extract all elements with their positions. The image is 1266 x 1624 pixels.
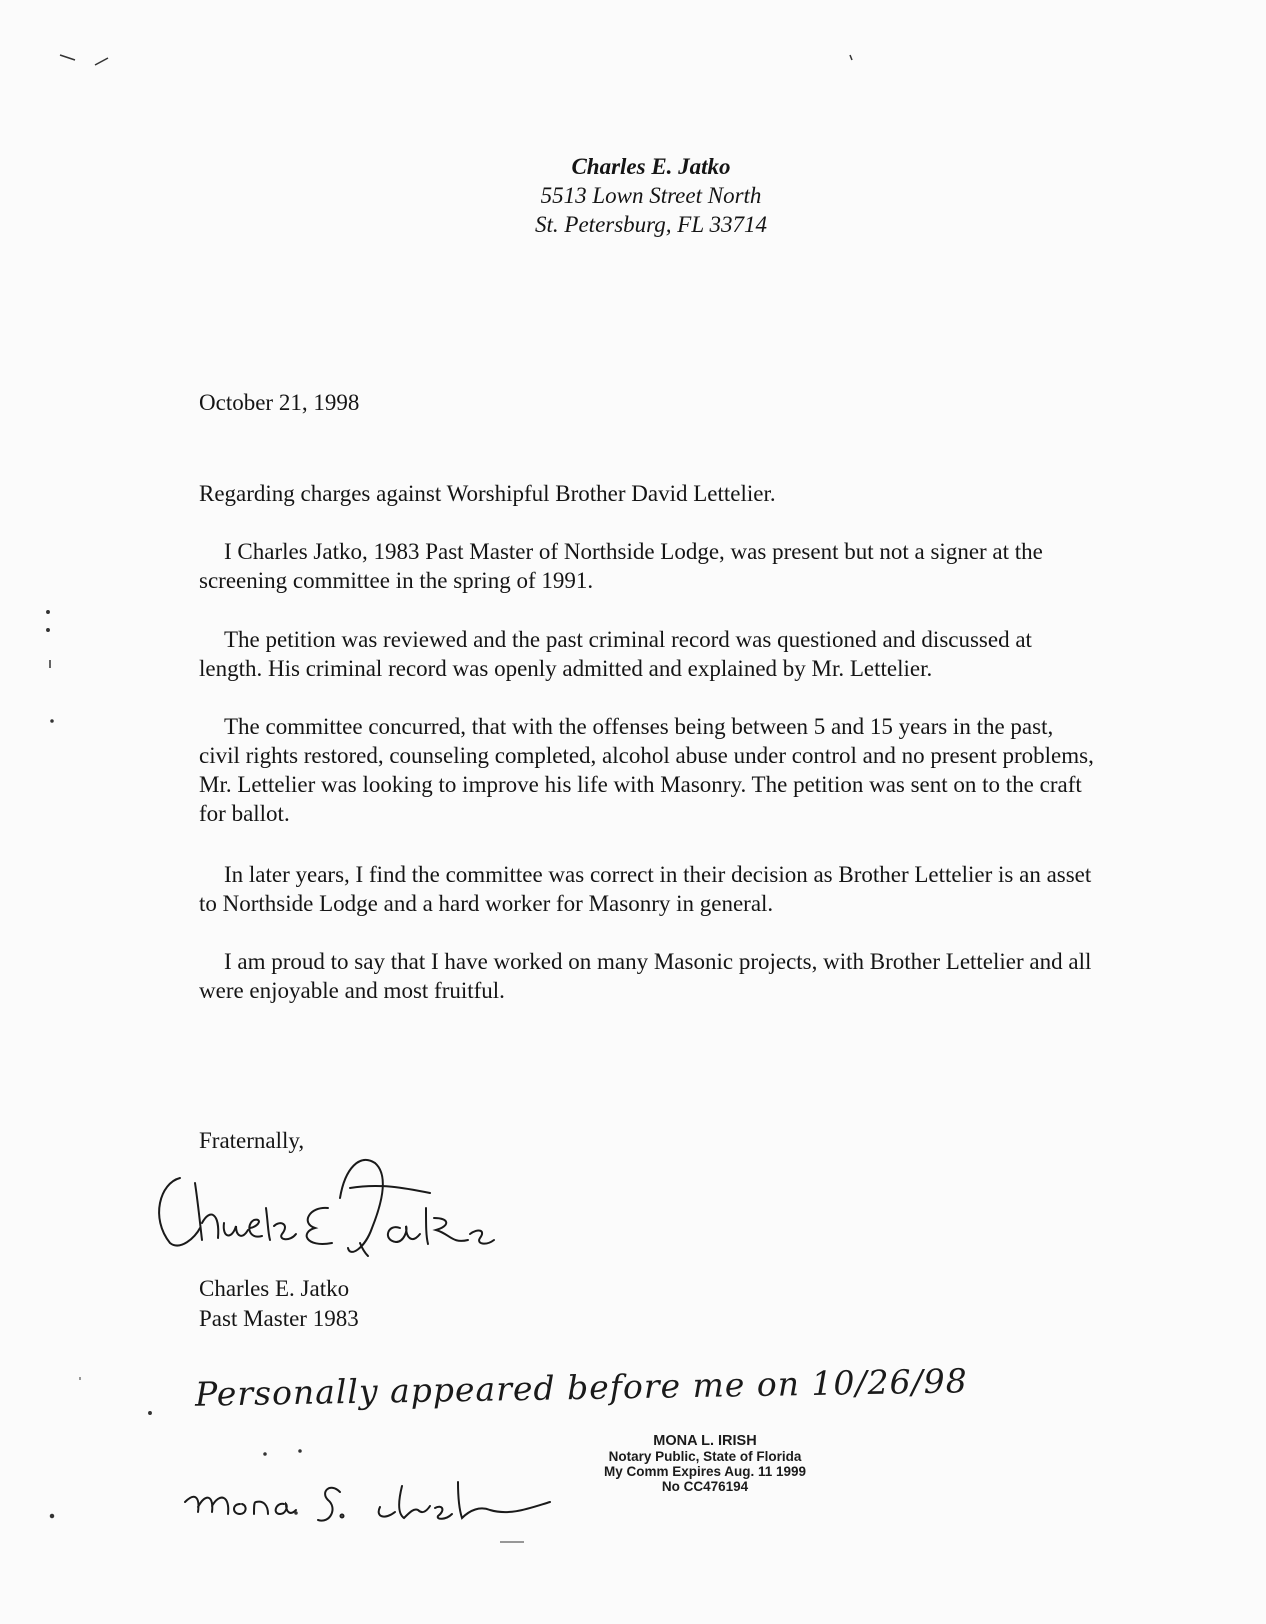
body-paragraph — [199, 712, 1099, 828]
stamp-line: Notary Public, State of Florida — [608, 1449, 802, 1464]
letterhead — [0, 152, 1266, 239]
handwritten-signature — [150, 1148, 530, 1268]
letter-date: October 21, 1998 — [199, 390, 360, 415]
body-paragraph — [199, 947, 1099, 1005]
signer-name: Charles E. Jatko — [199, 1276, 350, 1301]
signer-title: Past Master 1983 — [199, 1306, 359, 1331]
paragraph-text: The petition was reviewed and the past criminal record was questioned and discussed at length. His criminal record was openly admitted and explained by Mr. Lettelier. — [199, 627, 1032, 681]
body-paragraph — [199, 860, 1099, 918]
letterhead-name: Charles E. Jatko — [571, 154, 731, 179]
notary-handwritten-signature — [180, 1462, 560, 1532]
stamp-line: No CC476194 — [661, 1479, 749, 1494]
paragraph-text: In later years, I find the committee was correct in their decision as Brother Lettelier is an asset to Northside Lodge and a hard worker for Masonry in general. — [199, 862, 1092, 916]
subject-line: Regarding charges against Worshipful Brother David Lettelier. — [199, 481, 776, 506]
signer-block — [199, 1274, 359, 1334]
notary-handwritten-note: Personally appeared before me on 10/26/98 — [194, 1361, 969, 1414]
body-paragraph — [199, 537, 1099, 595]
stamp-name: MONA L. IRISH — [653, 1433, 757, 1449]
letterhead-address-line1: 5513 Lown Street North — [540, 183, 762, 208]
paragraph-text: I am proud to say that I have worked on many Masonic projects, with Brother Lettelier and all were enjoyable and most fruitful. — [199, 949, 1092, 1003]
letterhead-address-line2: St. Petersburg, FL 33714 — [535, 212, 767, 237]
stamp-line: My Comm Expires Aug. 11 1999 — [603, 1464, 807, 1479]
notary-stamp — [575, 1434, 835, 1494]
paragraph-text: I Charles Jatko, 1983 Past Master of Northside Lodge, was present but not a signer at the screening committee in the spring of 1991. — [199, 539, 1043, 593]
closing: Fraternally, — [199, 1128, 305, 1153]
paragraph-text: The committee concurred, that with the offenses being between 5 and 15 years in the past, civil rights restored, counseling completed, alcohol abuse under control and no present problems, Mr. Lettelier was looking to improve his life with Masonry. The petition was sent on to the craft for ballot. — [199, 714, 1094, 826]
body-paragraph — [199, 625, 1099, 683]
